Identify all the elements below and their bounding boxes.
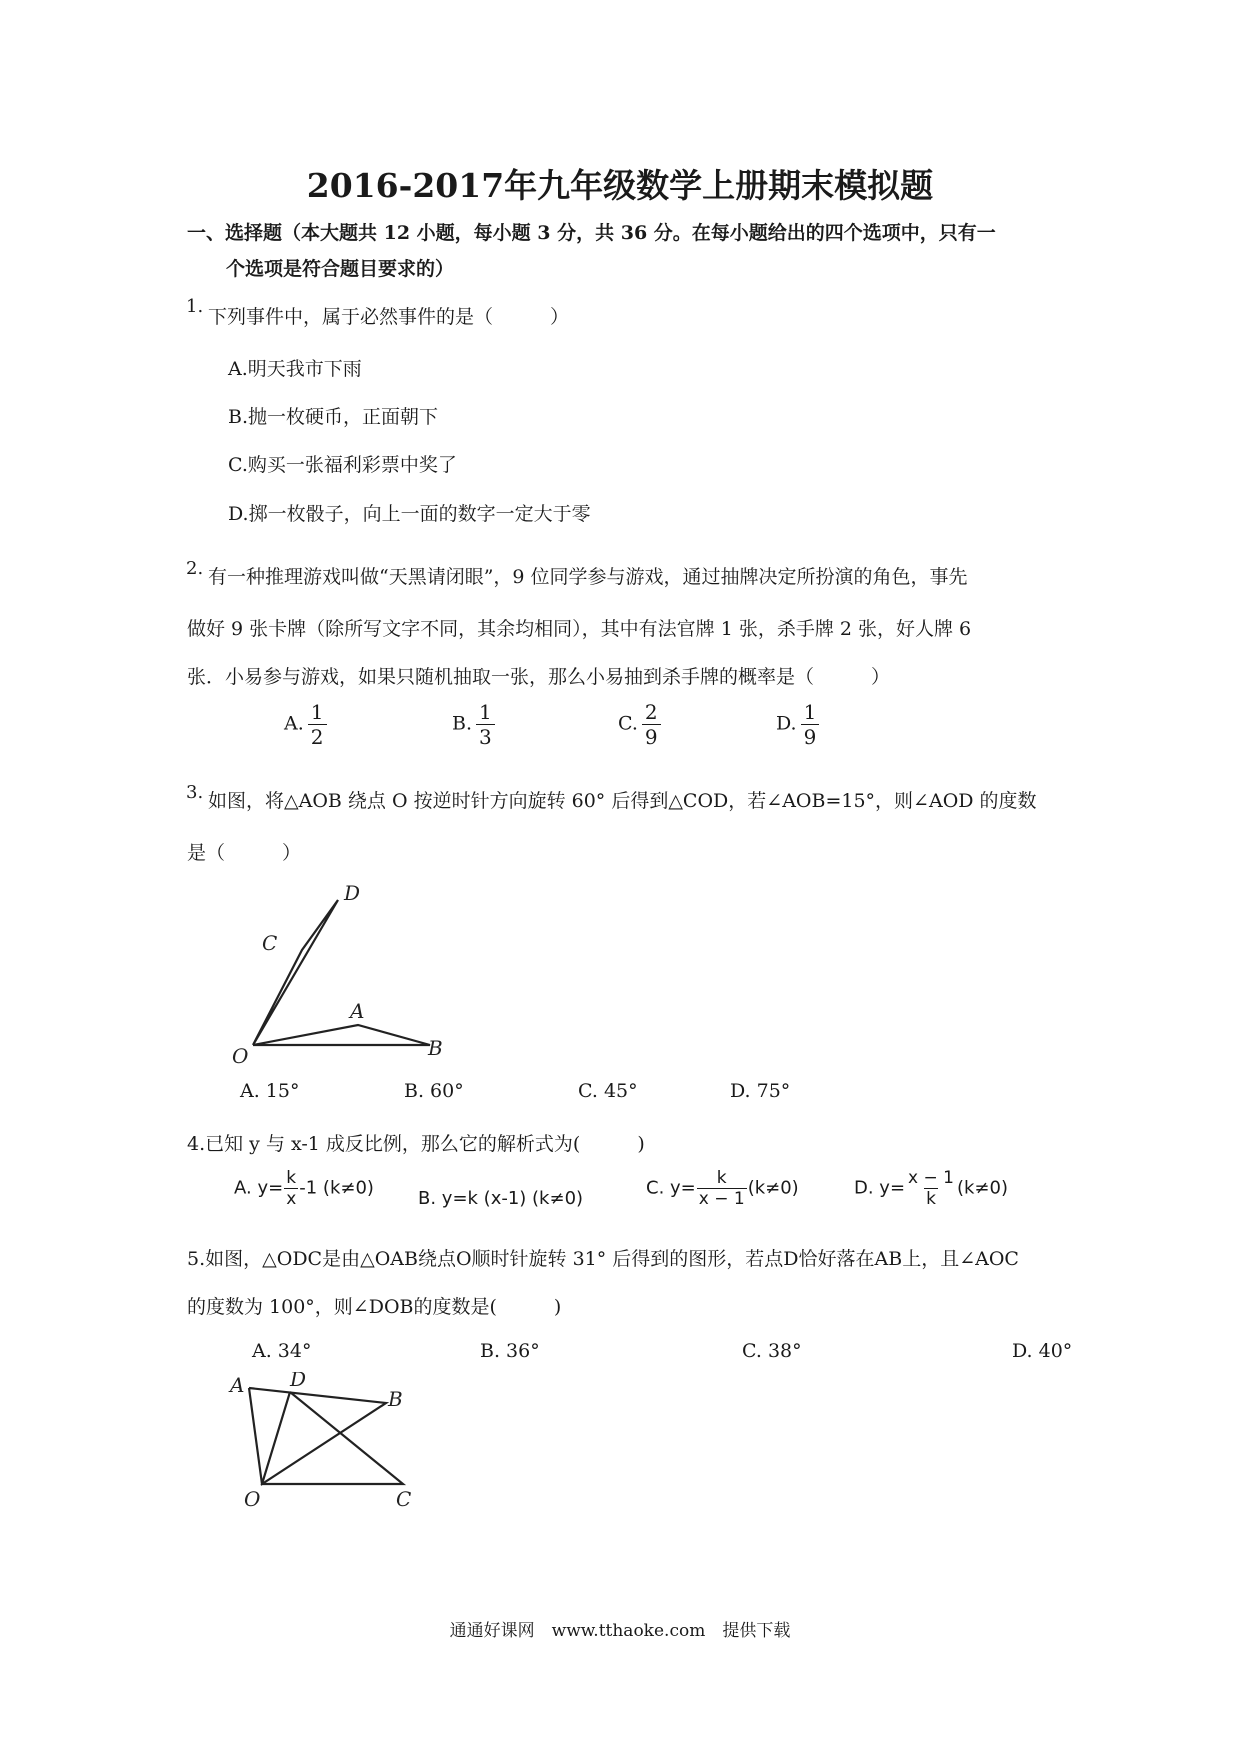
point-label-a: A — [230, 1373, 245, 1397]
q3-option-a: A. 15° — [240, 1080, 300, 1102]
q2-line3: 张．小易参与游戏，如果只随机抽取一张，那么小易抽到杀手牌的概率是（ ） — [187, 666, 891, 688]
fraction-numerator: 1 — [479, 700, 492, 724]
q2-line1: 有一种推理游戏叫做“天黑请闭眼”，9 位同学参与游戏，通过抽牌决定所扮演的角色，事先 — [208, 566, 968, 588]
q2-option-c-label: C. — [618, 712, 638, 735]
q2-option-c-fraction — [642, 700, 661, 749]
fraction-denominator: x − 1 — [698, 1189, 745, 1209]
q2-option-d-label: D. — [776, 712, 797, 735]
fraction-numerator: 1 — [803, 700, 817, 724]
point-label-c: C — [396, 1487, 412, 1511]
q5-option-d: D. 40° — [1012, 1340, 1073, 1362]
q2-option-b-fraction — [476, 700, 495, 749]
q4-option-c — [646, 1168, 799, 1209]
fraction-denominator: 9 — [642, 724, 661, 749]
triangle-oab — [249, 1388, 386, 1484]
q4-option-a — [234, 1168, 374, 1209]
q4-option-c-suffix: (k≠0) — [747, 1177, 799, 1199]
q4-option-c-prefix: C. y= — [646, 1177, 696, 1199]
q4-option-a-prefix: A. y= — [234, 1177, 284, 1199]
fraction-denominator: 2 — [308, 724, 327, 749]
q3-option-c: C. 45° — [578, 1080, 638, 1102]
fraction-numerator: 2 — [644, 700, 658, 724]
q4-text: 4.已知 y 与 x-1 成反比例，那么它的解析式为( ) — [187, 1133, 645, 1155]
point-label-o: O — [244, 1487, 261, 1511]
q1-option-d: D.掷一枚骰子，向上一面的数字一定大于零 — [228, 503, 591, 525]
q4-option-c-fraction — [697, 1168, 747, 1209]
point-label-b: B — [428, 1036, 443, 1060]
q1-text: 下列事件中，属于必然事件的是（ ） — [208, 306, 570, 328]
q1-option-c: C.购买一张福利彩票中奖了 — [228, 454, 457, 476]
q5-rotation-figure — [222, 1372, 422, 1512]
q1-number: 1. — [186, 296, 204, 317]
q1-option-b: B.抛一枚硬币，正面朝下 — [228, 406, 439, 428]
q4-option-d-prefix: D. y= — [854, 1177, 906, 1199]
fraction-numerator: 1 — [310, 700, 324, 724]
q4-option-d-suffix: (k≠0) — [956, 1177, 1008, 1199]
q4-option-a-suffix: -1 (k≠0) — [299, 1177, 374, 1199]
q4-option-b: B. y=k (x-1) (k≠0) — [418, 1188, 584, 1209]
q3-option-b: B. 60° — [404, 1080, 464, 1102]
q2-option-c — [618, 700, 661, 749]
q2-option-b — [452, 700, 495, 749]
q2-line2: 做好 9 张卡牌（除所写文字不同，其余均相同），其中有法官牌 1 张，杀手牌 2 张，好人牌 6 — [187, 618, 972, 640]
q3-rotation-figure — [220, 870, 460, 1070]
q3-number: 3. — [186, 782, 204, 803]
q2-option-d-fraction — [801, 700, 820, 749]
q5-option-c: C. 38° — [742, 1340, 802, 1362]
q3-line1: 如图，将△AOB 绕点 O 按逆时针方向旋转 60° 后得到△COD，若∠AOB=15°，则∠AOD 的度数 — [208, 790, 1037, 812]
fraction-denominator: x — [286, 1189, 297, 1209]
q4-option-d-fraction — [906, 1168, 956, 1209]
q3-line2: 是（ ） — [187, 842, 302, 864]
q2-option-b-label: B. — [452, 712, 473, 735]
q1-option-a: A.明天我市下雨 — [228, 358, 362, 380]
page-footer: 通通好课网 www.tthaoke.com 提供下载 — [449, 1621, 791, 1641]
triangle-aob — [253, 1025, 430, 1045]
q5-line1: 5.如图，△ODC是由△OAB绕点O顺时针旋转 31° 后得到的图形，若点D恰好落在AB上，且∠AOC — [187, 1248, 1019, 1270]
q2-number: 2. — [186, 558, 204, 579]
q4-option-a-fraction — [284, 1168, 298, 1209]
q2-option-a-fraction — [308, 700, 327, 749]
q2-option-a-label: A. — [284, 712, 304, 735]
q5-option-b: B. 36° — [480, 1340, 540, 1362]
point-label-c: C — [262, 931, 278, 955]
section-heading-line2: 个选项是符合题目要求的） — [226, 258, 455, 280]
fraction-numerator: k — [716, 1168, 727, 1188]
q2-option-a — [284, 700, 327, 749]
q4-option-d — [854, 1168, 1008, 1209]
fraction-numerator: x − 1 — [908, 1168, 954, 1188]
point-label-d: D — [344, 881, 361, 905]
q5-line2: 的度数为 100°，则∠DOB的度数是( ) — [187, 1296, 562, 1318]
fraction-denominator: 9 — [801, 724, 820, 749]
fraction-numerator: k — [286, 1168, 297, 1188]
fraction-denominator: 3 — [476, 724, 495, 749]
q3-option-d: D. 75° — [730, 1080, 791, 1102]
q5-option-a: A. 34° — [252, 1340, 312, 1362]
fraction-denominator: k — [926, 1189, 936, 1209]
point-label-a: A — [350, 999, 365, 1023]
point-label-d: D — [290, 1372, 307, 1391]
point-label-b: B — [388, 1387, 403, 1411]
page-title: 2016-2017年九年级数学上册期末模拟题 — [306, 166, 934, 205]
triangle-cod — [253, 900, 338, 1045]
point-label-o: O — [232, 1044, 249, 1068]
section-heading-line1: 一、选择题（本大题共 12 小题，每小题 3 分，共 36 分。在每小题给出的四个选项中，只有一 — [187, 222, 996, 244]
q2-option-d — [776, 700, 819, 749]
